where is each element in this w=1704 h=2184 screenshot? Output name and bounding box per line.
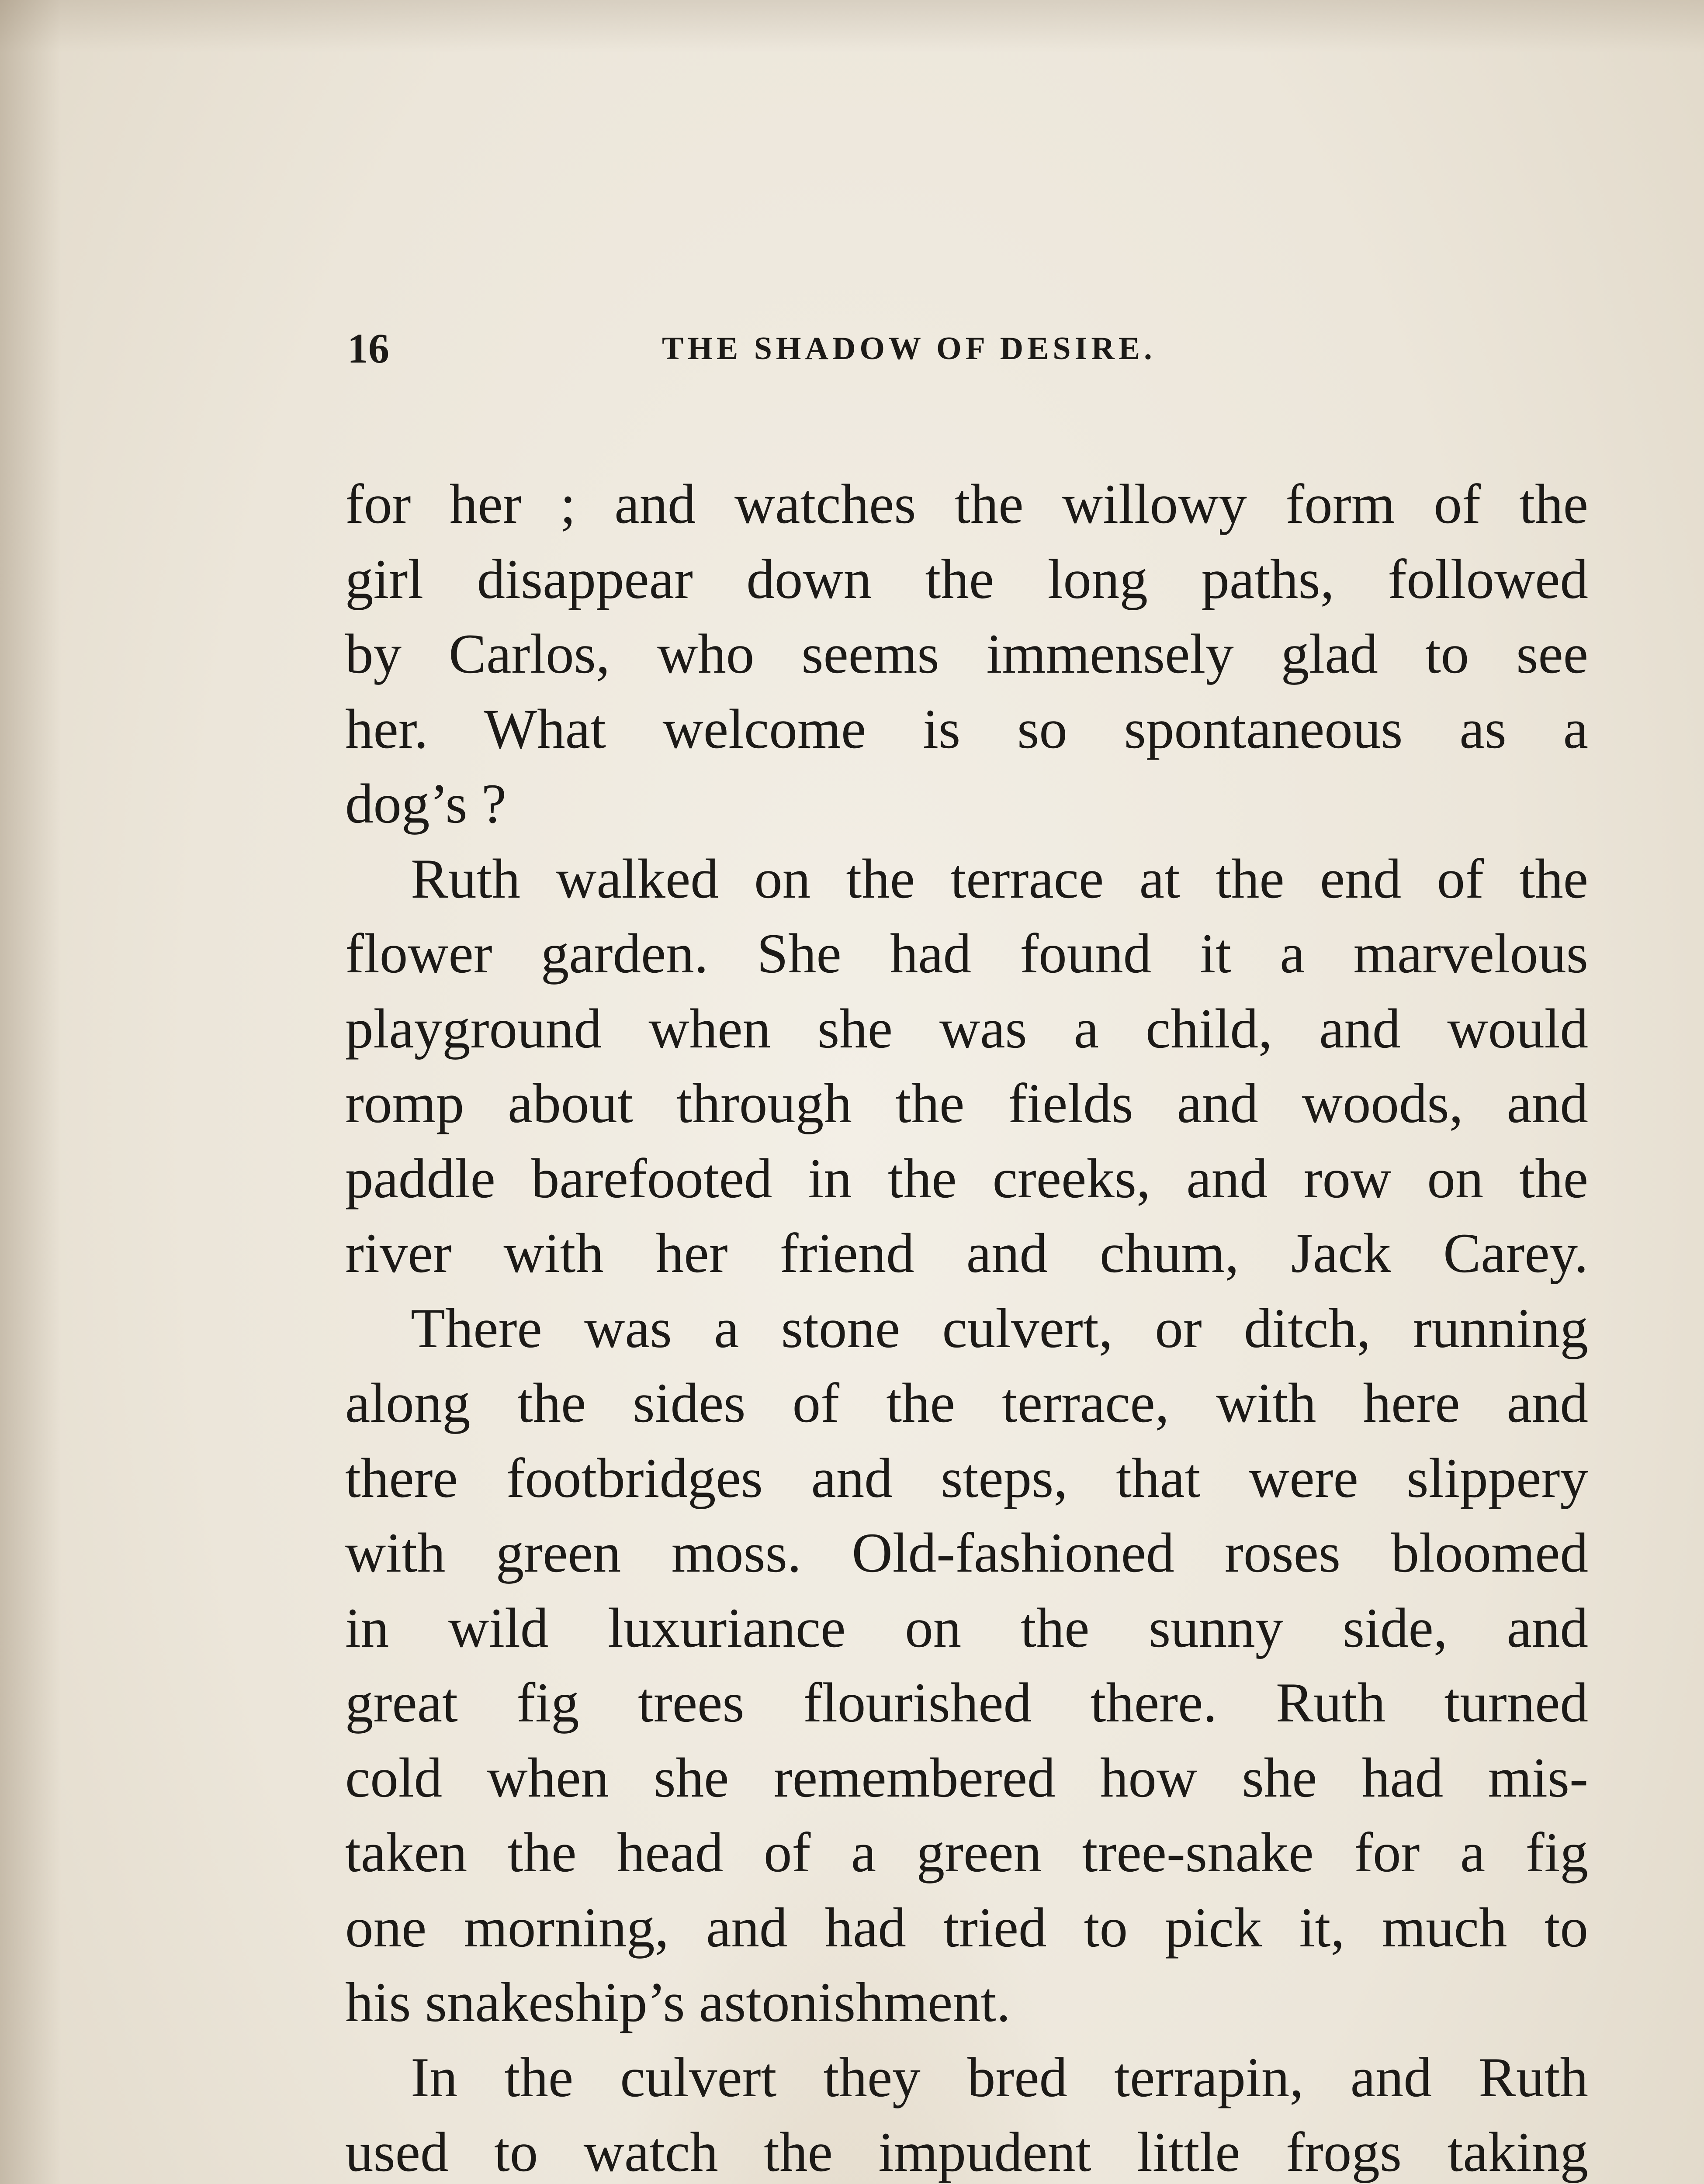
text-line: there footbridges and steps, that were slippery	[345, 1446, 1588, 1509]
text-line: There was a stone culvert, or ditch, running	[411, 1296, 1588, 1359]
text-line: one morning, and had tried to pick it, much to	[345, 1896, 1588, 1959]
text-line: in wild luxuriance on the sunny side, and	[345, 1596, 1588, 1659]
text-line: her. What welcome is so spontaneous as a	[345, 697, 1588, 760]
text-line: romp about through the fields and woods, and	[345, 1072, 1588, 1134]
text-line: taken the head of a green tree-snake for a fig	[345, 1821, 1588, 1883]
text-line: flower garden. She had found it a marvelous	[345, 922, 1588, 985]
text-line: In the culvert they bred terrapin, and Ruth	[411, 2046, 1588, 2108]
text-line: cold when she remembered how she had mis-	[345, 1746, 1588, 1809]
running-title: THE SHADOW OF DESIRE.	[662, 331, 1156, 366]
text-line: for her ; and watches the willowy form of the	[345, 473, 1588, 535]
running-head	[347, 322, 1588, 375]
text-line: river with her friend and chum, Jack Carey.	[345, 1222, 1588, 1284]
text-line: used to watch the impudent little frogs taking	[345, 2121, 1588, 2183]
text-line: girl disappear down the long paths, followed	[345, 547, 1588, 610]
text-line: Ruth walked on the terrace at the end of the	[411, 847, 1588, 910]
text-line: along the sides of the terrace, with here and	[345, 1372, 1588, 1434]
body-text	[345, 467, 1588, 2184]
text-line: paddle barefooted in the creeks, and row on the	[345, 1147, 1588, 1209]
text-line: by Carlos, who seems immensely glad to see	[345, 622, 1588, 685]
page-top-shadow	[0, 0, 1704, 52]
text-line: dog’s ?	[345, 772, 507, 835]
text-line: his snakeship’s astonishment.	[345, 1971, 1011, 2033]
page-edge-shadow	[0, 0, 61, 2184]
text-line: playground when she was a child, and would	[345, 997, 1588, 1060]
text-line: with green moss. Old-fashioned roses bloomed	[345, 1521, 1588, 1584]
text-line: great fig trees flourished there. Ruth turned	[345, 1671, 1588, 1734]
page-number: 16	[347, 325, 389, 372]
